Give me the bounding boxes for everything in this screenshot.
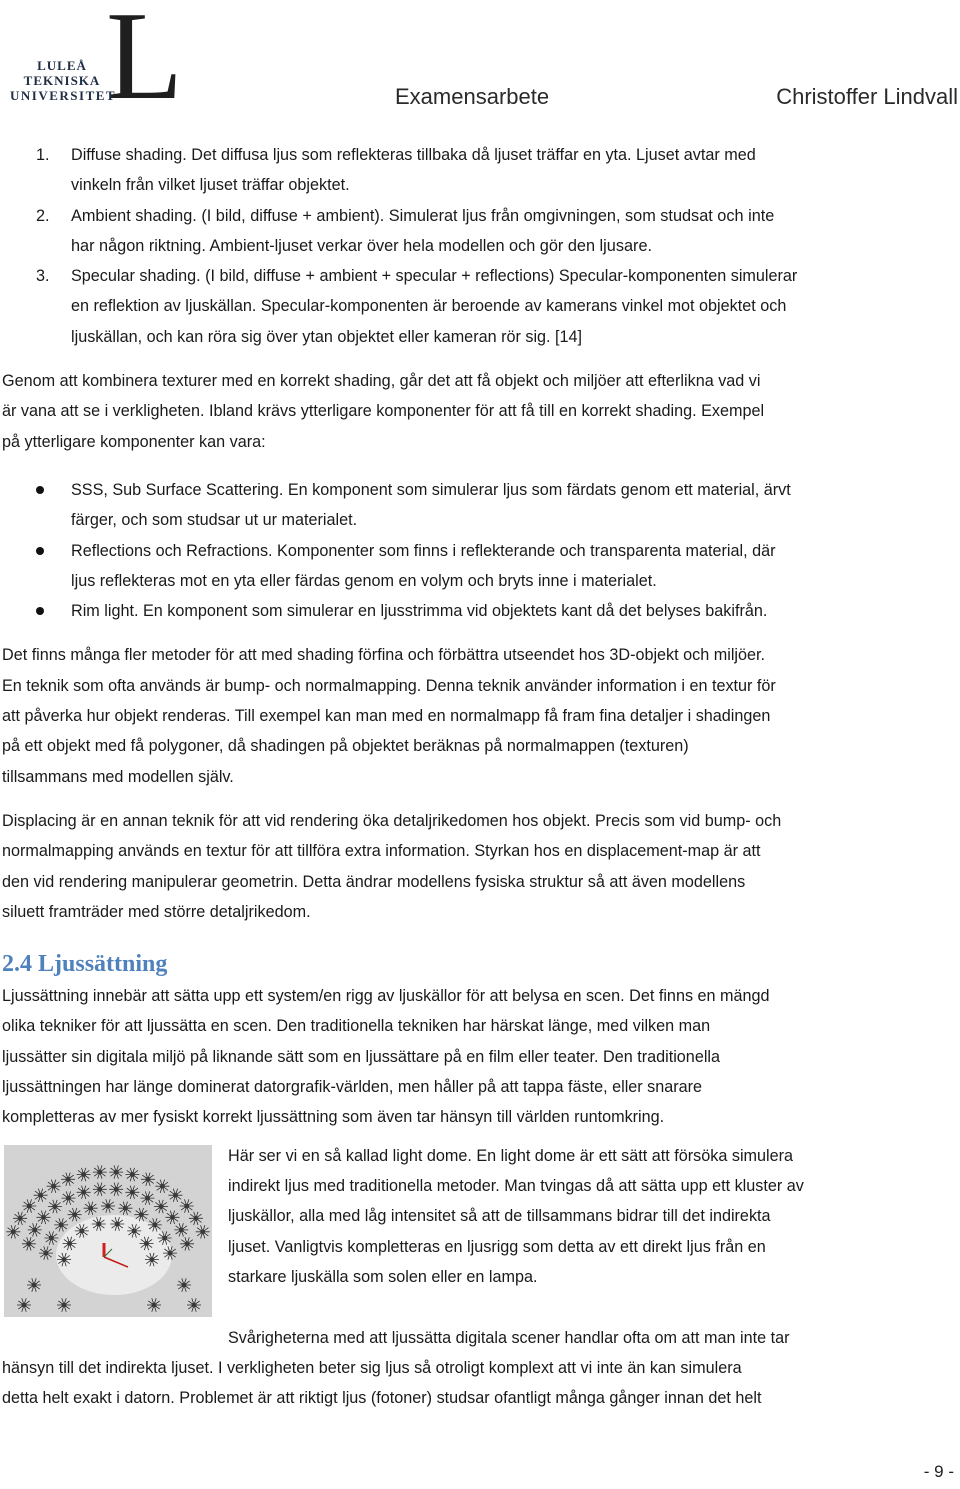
- logo-wordmark: [10, 58, 117, 103]
- text-line: en reflektion av ljuskällan. Specular-komponenten är beroende av kamerans vinkel mot objektet och: [71, 297, 787, 316]
- list-item: [2, 596, 958, 626]
- text-line: har någon riktning. Ambient-ljuset verkar över hela modellen och gör den ljusare.: [71, 236, 653, 255]
- paragraph: [2, 640, 958, 791]
- bullet-icon: [36, 607, 44, 615]
- text-line: ljuskällan, och kan röra sig över ytan objektet eller kameran rör sig. [14]: [71, 327, 583, 346]
- text-line: starkare ljuskälla som solen eller en lampa.: [228, 1267, 538, 1286]
- list-number: 2.: [36, 206, 50, 225]
- text-line: tillsammans med modellen själv.: [2, 767, 234, 786]
- paragraph: [2, 806, 958, 927]
- figure-description: [228, 1141, 948, 1292]
- figure-row: [2, 1141, 958, 1323]
- text-line: färger, och som studsar ut ur materialet.: [71, 511, 358, 530]
- paragraph: [2, 366, 958, 457]
- text-line: siluett framträder med större detaljrikedom.: [2, 902, 311, 921]
- list-number: 1.: [36, 146, 50, 164]
- logo-letter: L: [106, 0, 183, 126]
- section-title: Ljussättning: [38, 951, 168, 978]
- paragraph: [2, 1323, 958, 1414]
- text-line: Genom att kombinera texturer med en korrekt shading, går det att få objekt och miljöer att efterlikna vad vi: [2, 372, 761, 391]
- text-line: indirekt ljus med traditionella metoder. Man tvingas då att sätta upp ett kluster av: [228, 1176, 804, 1195]
- page-header: [0, 0, 960, 126]
- logo-line: TEKNISKA: [23, 73, 101, 88]
- text-line: Det finns många fler metoder för att med shading förfina och förbättra utseendet hos 3D-objekt och miljöer.: [2, 646, 766, 665]
- bullet-list: [2, 475, 958, 626]
- text-line: hänsyn till det indirekta ljuset. I verkligheten beter sig ljus så otroligt komplext att vi inte än kan simulera: [2, 1358, 742, 1377]
- text-line: normalmapping används en textur för att tillföra extra information. Styrkan hos en displacement-map är att: [2, 842, 761, 861]
- text-line: ljussätter sin digitala miljö på liknande sätt som en ljussättare på en film eller teater. Den traditionella: [2, 1047, 721, 1066]
- text-line: Svårigheterna med att ljussätta digitala scener handlar ofta om att man inte tar: [228, 1328, 790, 1347]
- logo-line: LULEÅ: [37, 58, 87, 73]
- text-line: kompletteras av mer fysiskt korrekt ljussättning som även tar hänsyn till världen runtomkring.: [2, 1108, 665, 1127]
- list-number: 3.: [36, 267, 50, 286]
- list-item: [2, 475, 958, 536]
- header-title: Examensarbete: [395, 84, 550, 109]
- text-line: ljussättningen har länge dominerat datorgrafik-världen, men håller på att tappa fäste, eller snarare: [2, 1078, 703, 1097]
- page-body: [2, 140, 958, 1414]
- light-dome-illustration: [4, 1145, 212, 1317]
- list-item: [2, 536, 958, 597]
- light-dome-image: [4, 1145, 212, 1317]
- section-heading: [2, 947, 958, 981]
- text-line: Displacing är en annan teknik för att vid rendering öka detaljrikedomen hos objekt. Precis som vid bump- och: [2, 811, 782, 830]
- text-line: Ambient shading. (I bild, diffuse + ambient). Simulerat ljus från omgivningen, som studsat och inte: [71, 206, 775, 225]
- text-line: ljuskällor, alla med låg intensitet så att de tillsammans bidrar till det indirekta: [228, 1207, 771, 1226]
- text-line: olika tekniker för att ljussätta en scen. Den traditionella tekniken har härskat länge, med vilken man: [2, 1017, 711, 1036]
- list-item: [2, 201, 958, 262]
- paragraph: [2, 981, 958, 1132]
- numbered-list: [2, 140, 958, 352]
- bullet-icon: [36, 486, 44, 494]
- text-line: på ett objekt med få polygoner, då shadingen på objektet beräknas på normalmappen (texturen): [2, 737, 689, 756]
- section-number: 2.4: [2, 951, 32, 978]
- text-line: att påverka hur objekt renderas. Till exempel kan man med en normalmapp få fram fina detaljer i shadingen: [2, 707, 771, 726]
- text-line: den vid rendering manipulerar geometrin. Detta ändrar modellens fysiska struktur så att även modellens: [2, 872, 746, 891]
- text-line: ljuset. Vanligtvis kompletteras en ljusrigg som detta av ett direkt ljus från en: [228, 1237, 766, 1256]
- text-line: En teknik som ofta används är bump- och normalmapping. Denna teknik använder information i en textur för: [2, 676, 776, 695]
- header-author: Christoffer Lindvall: [776, 84, 958, 109]
- text-line: Reflections och Refractions. Komponenter som finns i reflekterande och transparenta material, där: [71, 541, 776, 560]
- text-line: Rim light. En komponent som simulerar en ljusstrimma vid objektets kant då det belyses bakifrån.: [71, 602, 768, 621]
- text-line: på ytterligare komponenter kan vara:: [2, 432, 266, 451]
- page-number: - 9 -: [923, 1462, 954, 1481]
- logo-line: UNIVERSITET: [10, 88, 117, 103]
- text-line: detta helt exakt i datorn. Problemet är att riktigt ljus (fotoner) studsar ofantligt många gånger innan det helt: [2, 1389, 762, 1408]
- text-line: är vana att se i verkligheten. Ibland krävs ytterligare komponenter för att få till en korrekt shading. Exempel: [2, 402, 765, 421]
- text-line: Specular shading. (I bild, diffuse + ambient + specular + reflections) Specular-komponenten simulerar: [71, 267, 798, 286]
- list-item: [2, 261, 958, 352]
- bullet-icon: [36, 547, 44, 555]
- text-line: vinkeln från vilket ljuset träffar objektet.: [71, 176, 350, 195]
- text-line: Diffuse shading. Det diffusa ljus som reflekteras tillbaka då ljuset träffar en yta. Ljuset avtar med: [71, 146, 756, 164]
- text-line: Ljussättning innebär att sätta upp ett system/en rigg av ljuskällor för att belysa en scen. Det finns en mängd: [2, 987, 770, 1006]
- text-line: ljus reflekteras mot en yta eller färdas genom en volym och bryts inne i materialet.: [71, 571, 657, 590]
- university-logo: [6, 0, 206, 126]
- text-line: Här ser vi en så kallad light dome. En light dome är ett sätt att försöka simulera: [228, 1146, 794, 1165]
- list-item: [2, 140, 958, 201]
- text-line: SSS, Sub Surface Scattering. En komponent som simulerar ljus som färdats genom ett material, ärvt: [71, 480, 791, 499]
